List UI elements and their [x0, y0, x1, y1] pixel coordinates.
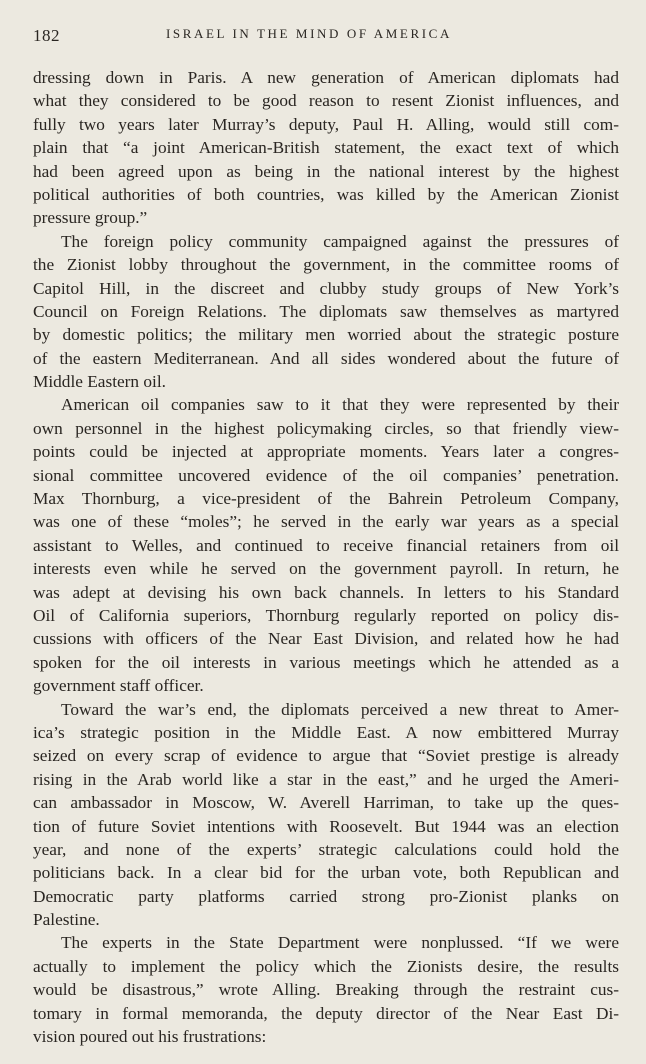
text-line: Max Thornburg, a vice-president of the Bahrein Petroleum Company,	[33, 489, 619, 509]
text-line: ica’s strategic position in the Middle East. A now embittered Murray	[33, 722, 619, 742]
text-line: political authorities of both countries, was killed by the American Zionist	[33, 184, 619, 204]
text-line: can ambassador in Moscow, W. Averell Harriman, to take up the ques-	[33, 793, 619, 813]
text-line: sional committee uncovered evidence of the oil companies’ penetration.	[33, 465, 619, 485]
text-line: own personnel in the highest policymaking circles, so that friendly view-	[33, 418, 619, 438]
text-line: by domestic politics; the military men worried about the strategic posture	[33, 325, 619, 345]
text-line: actually to implement the policy which the Zionists desire, the results	[33, 956, 619, 976]
text-line: seized on every scrap of evidence to argue that “Soviet prestige is already	[33, 746, 619, 766]
page-number: 182	[33, 26, 60, 45]
text-line: interests even while he served on the government payroll. In return, he	[33, 559, 619, 579]
text-line: the Zionist lobby throughout the government, in the committee rooms of	[33, 255, 619, 275]
text-line: had been agreed upon as being in the national interest by the highest	[33, 161, 619, 181]
text-line: Capitol Hill, in the discreet and clubby study groups of New York’s	[33, 278, 619, 298]
text-line: Palestine.	[33, 910, 100, 930]
text-line: cussions with officers of the Near East Division, and related how he had	[33, 629, 619, 649]
text-line: what they considered to be good reason to resent Zionist influences, and	[33, 91, 619, 111]
text-line: tomary in formal memoranda, the deputy director of the Near East Di-	[33, 1003, 619, 1023]
body-text	[33, 66, 619, 1048]
text-line: The experts in the State Department were nonplussed. “If we were	[61, 933, 619, 953]
text-line: fully two years later Murray’s deputy, Paul H. Alling, would still com-	[33, 114, 619, 134]
text-line: plain that “a joint American-British statement, the exact text of which	[33, 138, 619, 158]
text-line: dressing down in Paris. A new generation of American diplomats had	[33, 68, 619, 87]
text-line: Oil of California superiors, Thornburg regularly reported on policy dis-	[33, 605, 619, 625]
text-line: pressure group.”	[33, 208, 148, 228]
text-line: assistant to Welles, and continued to receive financial retainers from oil	[33, 535, 619, 555]
book-title: ISRAEL IN THE MIND OF AMERICA	[166, 26, 452, 41]
text-line: spoken for the oil interests in various meetings which he attended as a	[33, 652, 619, 672]
text-line: government staff officer.	[33, 676, 204, 696]
text-line: Democratic party platforms carried strong pro-Zionist planks on	[33, 886, 619, 906]
text-line: vision poured out his frustrations:	[33, 1027, 267, 1047]
text-line: tion of future Soviet intentions with Roosevelt. But 1944 was an election	[33, 816, 619, 836]
text-line: was one of these “moles”; he served in the early war years as a special	[33, 512, 619, 532]
text-line: year, and none of the experts’ strategic calculations could hold the	[33, 839, 619, 859]
text-line: The foreign policy community campaigned against the pressures of	[61, 231, 619, 251]
text-line: Toward the war’s end, the diplomats perceived a new threat to Amer-	[61, 699, 619, 719]
text-line: politicians back. In a clear bid for the urban vote, both Republican and	[33, 863, 619, 883]
text-line: American oil companies saw to it that they were represented by their	[61, 395, 619, 415]
text-line: would be disastrous,” wrote Alling. Breaking through the restraint cus-	[33, 980, 619, 1000]
text-line: points could be injected at appropriate moments. Years later a congres-	[33, 442, 619, 462]
text-line: Council on Foreign Relations. The diplomats saw themselves as martyred	[33, 301, 619, 321]
text-line: of the eastern Mediterranean. And all sides wondered about the future of	[33, 348, 619, 368]
running-head	[33, 24, 616, 46]
text-line: Middle Eastern oil.	[33, 372, 166, 392]
text-line: rising in the Arab world like a star in the east,” and he urged the Ameri-	[33, 769, 619, 789]
text-line: was adept at devising his own back channels. In letters to his Standard	[33, 582, 619, 602]
